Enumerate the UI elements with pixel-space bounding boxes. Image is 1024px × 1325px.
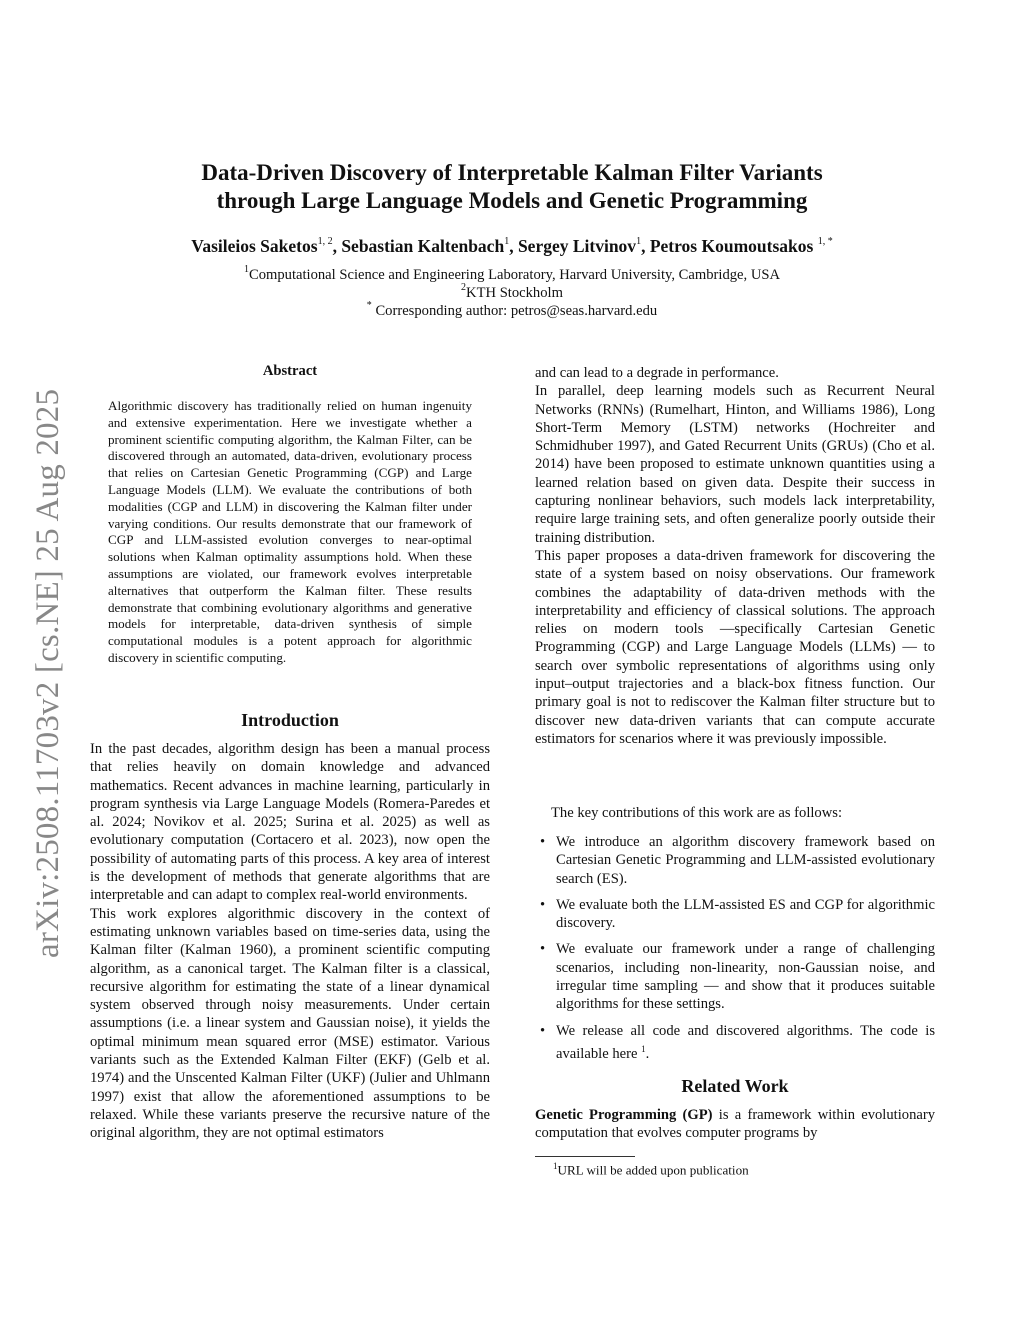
author-list xyxy=(60,232,964,257)
contribution-text: We evaluate both the LLM-assisted ES and CGP for algorithmic discovery. xyxy=(556,896,935,932)
footnote-mark: 1 xyxy=(553,1161,558,1171)
contributions-list xyxy=(535,833,935,1071)
list-item xyxy=(535,1022,935,1063)
bullet-icon: • xyxy=(540,1022,546,1039)
title-line-2: through Large Language Models and Genetic Programming xyxy=(216,188,808,213)
introduction-heading: Introduction xyxy=(241,710,339,730)
affiliation-text: KTH Stockholm xyxy=(466,284,563,301)
contribution-text: We evaluate our framework under a range of challenging scenarios, including non-linearity, non-Gaussian noise, and irregular time sampling — and show that it produces suitable algorithms for these settings. xyxy=(556,941,935,1013)
footnote-text: URL will be added upon publication xyxy=(557,1162,749,1178)
author-separator: , xyxy=(509,235,518,256)
gp-term: Genetic Programming (GP) xyxy=(535,1107,713,1123)
author-name: Sergey Litvinov xyxy=(517,235,637,256)
bullet-icon: • xyxy=(540,896,546,913)
list-item xyxy=(535,896,935,933)
corresponding-author xyxy=(100,298,924,320)
intro-paragraph: This paper proposes a data-driven framework for discovering the state of a system based on noisy observations. Our framework combines the adaptability of data-driven methods with the interpretability and efficiency of classical solutions. The approach relies on modern tools —specifically Cartesian Genetic Programming (CGP) and Large Language Models (LLMs) — to search over symbolic representations of algorithms using only input–output trajectories and a black-box fitness function. Our primary goal is not to rediscover the Kalman filter structure but to discover new data-driven variants that can compute accurate estimators for scenarios where it was previously impossible. xyxy=(535,547,935,747)
contributions-intro: The key contributions of this work are as follows: xyxy=(551,805,843,821)
author-affil-mark: 1 xyxy=(636,236,642,247)
list-item xyxy=(535,940,935,1013)
footnote-ref[interactable]: 1 xyxy=(641,1043,646,1054)
abstract-heading: Abstract xyxy=(262,363,318,379)
bullet-icon: • xyxy=(540,941,546,958)
arxiv-identifier[interactable]: arXiv:2508.11703v2 [cs.NE] 25 Aug 2025 xyxy=(30,388,66,958)
affiliation-mark: 2 xyxy=(461,282,467,293)
author-separator: , xyxy=(332,235,342,256)
affiliation-text: Computational Science and Engineering Laboratory, Harvard University, Cambridge, USA xyxy=(248,266,781,283)
contribution-text: We introduce an algorithm discovery framework based on Cartesian Genetic Programming and LLM-assisted evolutionary search (ES). xyxy=(556,834,935,887)
author-affil-mark: 1 xyxy=(504,236,510,247)
abstract-text: Algorithmic discovery has traditionally relied on human ingenuity and extensive experimentation. Here we investigate whether a prominent scientific computing algorithm, the Kalman Filter, can be discovered through an automated, data-driven, evolutionary process that relies on Cartesian Genetic Programming (CGP) and Large Language Models (LLM). We evaluate the contributions of both modalities (CGP and LLM) in discovering the Kalman filter under varying conditions. Our results demonstrate that our framework of CGP and LLM-assisted evolution converges to near-optimal solutions when Kalman optimality assumptions hold. When these assumptions are violated, our framework evolves interpretable alternatives that outperform the Kalman filter. These results demonstrate that combining evolutionary algorithms and generative models for interpretable, data-driven synthesis of simple computational modules is a potent approach for algorithmic discovery in scientific computing. xyxy=(108,398,472,665)
affiliation-mark: 1 xyxy=(243,264,249,275)
intro-paragraph: In the past decades, algorithm design has been a manual process that relies heavily on domain knowledge and advanced mathematics. Recent advances in machine learning, particularly in program synthesis via Large Language Models (Romera-Paredes et al. 2024; Novikov et al. 2025; Surina et al. 2025) as well as evolutionary computation (Cortacero et al. 2023), now open the possibility of automating parts of this process. A key area of interest is the development of methods that generate algorithms that are interpretable and can adapt to complex real-world environments. xyxy=(90,741,490,904)
related-work-heading: Related Work xyxy=(681,1076,789,1096)
intro-paragraph-continued: and can lead to a degrade in performance. xyxy=(535,365,779,381)
related-work-paragraph xyxy=(535,1106,935,1143)
gp-description: is a framework within evolutionary computation that evolves computer programs by xyxy=(535,1107,935,1142)
intro-paragraph: This work explores algorithmic discovery in the context of estimating unknown variables based on time-series data, using the Kalman filter (Kalman 1960), a prominent scientific computing algorithm, as a canonical target. The Kalman filter is a classical, recursive algorithm for estimating the state of a linear dynamical system observed through noisy measurements. Under certain assumptions (i.e. a linear system and Gaussian noise), it yields the optimal minimum mean squared error (MSE) estimator. Various variants such as the Extended Kalman Filter (EKF) (Gelb et al. 1974) and the Unscented Kalman Filter (UKF) (Julier and Uhlmann 1997) exist that allow the aforementioned assumptions to be relaxed. While these variants preserve the recursive nature of the original algorithm, they are not optimal estimators xyxy=(90,905,490,1142)
affiliation-text: Corresponding author: petros@seas.harvard.edu xyxy=(371,302,658,319)
footnote-divider xyxy=(535,1156,635,1157)
intro-paragraph: In parallel, deep learning models such as Recurrent Neural Networks (RNNs) (Rumelhart, Hinton, and Williams 1986), Long Short-Term Memory (LSTM) networks (Hochreiter and Schmidhuber 1997), and Gated Recurrent Units (GRUs) (Cho et al. 2014) have been proposed to estimate unknown quantities using a learned relation based on given data. Despite their success in capturing nonlinear behaviors, such models lack interpretability, require large training sets, and often generalize poorly outside their training distribution. xyxy=(535,383,935,546)
paper-title xyxy=(100,159,924,215)
bullet-icon: • xyxy=(540,834,546,850)
author-affil-mark: 1, * xyxy=(817,236,833,247)
related-work-body xyxy=(535,1106,935,1143)
list-item xyxy=(535,833,935,888)
author-affil-mark: 1, 2 xyxy=(317,236,333,247)
author-name: Petros Koumoutsakos xyxy=(649,235,818,256)
contribution-end: . xyxy=(645,1045,650,1062)
author-name: Sebastian Kaltenbach xyxy=(341,235,505,256)
author-name: Vasileios Saketos xyxy=(191,235,318,256)
contribution-text: We release all code and discovered algorithms. The code is available here xyxy=(556,1022,935,1062)
author-separator: , xyxy=(641,235,650,256)
affiliation-mark: * xyxy=(366,300,372,311)
title-line-1: Data-Driven Discovery of Interpretable Kalman Filter Variants xyxy=(201,160,823,185)
right-column-body xyxy=(535,364,935,748)
left-column-body xyxy=(90,740,490,1143)
footnote xyxy=(553,1161,749,1178)
